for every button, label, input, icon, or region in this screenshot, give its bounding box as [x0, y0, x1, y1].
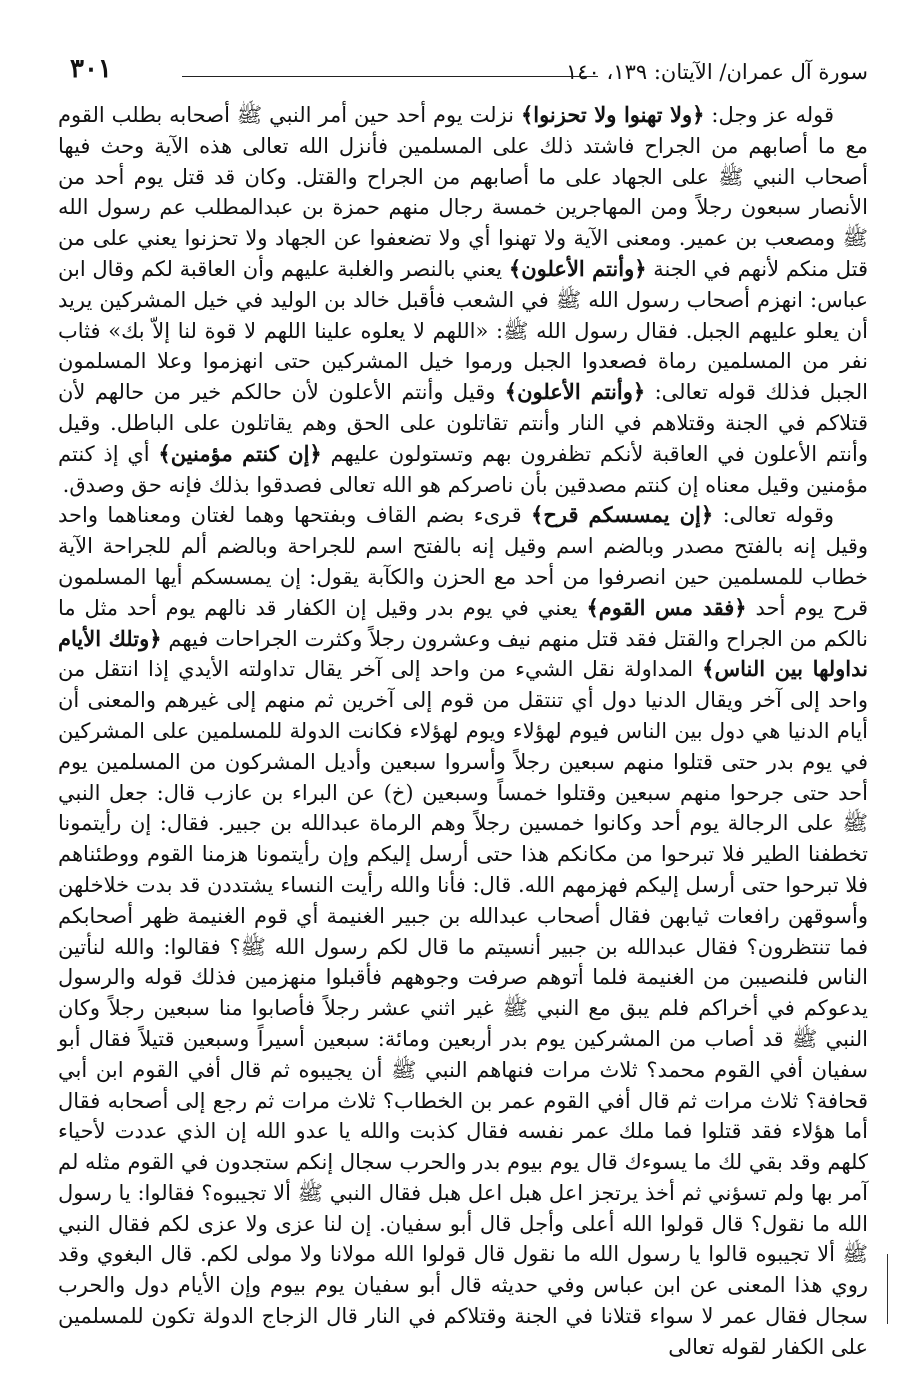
text-segment: نزلت يوم أحد حين أمر النبي ﷺ أصحابه بطلب القوم مع ما أصابهم من الجراح فاشتد ذلك على المسلمين فأنزل الله تعالى هذه الآية وحث فيها أصحاب النبي ﷺ على الجهاد على ما أصابهم من الجراح والقتل. وكان قد قتل يوم أحد من الأنصار سبعون رجلاً ومن المهاجرين خمسة رجال منهم حمزة بن عبدالمطلب عم رسول الله ﷺ ومصعب بن عمير. ومعنى الآية ولا تهنوا أي ولا تضعفوا عن الجهاد ولا تحزنوا يعني على من قتل منكم لأنهم في الجنة	[58, 103, 869, 281]
text-segment: وقيل وأنتم الأعلون لأن حالكم خير من حالهم لأن قتلاكم في الجنة وقتلاهم في النار وأنتم تقاتلون على الحق وهم يقاتلون على الباطل. وقيل وأنتم الأعلون في العاقبة لأنكم تظفرون بهم وتستولون عليهم	[58, 380, 868, 466]
text-segment: وقوله تعالى:	[713, 503, 834, 528]
paragraph-1	[58, 100, 868, 500]
quran-quote: ﴿وأنتم الأعلون﴾	[508, 255, 647, 281]
paragraph-2	[58, 500, 868, 1362]
quran-quote: ﴿إن كنتم مؤمنين﴾	[158, 440, 322, 466]
quran-quote: ﴿إن يمسسكم قرح﴾	[531, 502, 714, 528]
text-segment: قوله عز وجل:	[704, 103, 834, 127]
margin-mark	[887, 1254, 888, 1324]
text-segment: يعني بالنصر والغلبة عليهم وأن العاقبة لكم وقال ابن عباس: انهزم أصحاب رسول الله ﷺ في الشعب فأقبل خالد بن الوليد في خيل المشركين يريد أن يعلو عليهم الجبل. فقال رسول الله ﷺ: «اللهم لا يعلوه علينا اللهم لا قوة لنا إلاّ بك» فثاب نفر من المسلمين رماة فصعدوا الجبل ورموا خيل المشركين حتى انهزموا وعلا المسلمون الجبل فذلك قوله تعالى:	[58, 256, 869, 405]
quran-quote: ﴿وتلك الأيام نداولها بين الناس﴾	[58, 625, 868, 682]
text-segment: يعني في يوم بدر وقيل إن الكفار قد نالهم يوم أحد مثل ما نالكم من الجراح والقتل فقد قتل منهم نيف وعشرون رجلاً وكثرت الجراحات فيهم	[58, 595, 868, 651]
quran-quote: ﴿وأنتم الأعلون﴾	[504, 379, 646, 405]
body-text	[58, 100, 868, 1363]
text-segment: المداولة نقل الشيء من واحد إلى آخر يقال تداولته الأيدي إذا انتقل من واحد إلى آخر ويقال الدنيا دول أي تنتقل من قوم إلى آخرين ثم منهم إلى غيرهم والمعنى أن أيام الدنيا هي دول بين الناس فيوم لهؤلاء ويوم لهؤلاء فكانت الدولة للمسلمين على المشركين في يوم بدر حتى قتلوا منهم سبعين رجلاً وأسروا سبعين وأديل المشركون من المسلمين يوم أحد حتى جرحوا منهم سبعين وقتلوا خمساً وسبعين (خ) عن البراء بن عازب قال: جعل النبي ﷺ على الرجالة يوم أحد وكانوا خمسين رجلاً وهم الرماة عبدالله بن جبير. فقال: إن رأيتمونا تخطفنا الطير فلا تبرحوا من مكانكم هذا حتى أرسل إليكم وإن رأيتمونا هزمنا القوم ووطئناهم فلا تبرحوا حتى أرسل إليكم فهزمهم الله. قال: فأنا والله رأيت النساء يشتددن قد بدت خلاخلهن وأسوقهن رافعات ثيابهن فقال أصحاب عبدالله بن جبير الغنيمة أي قوم الغنيمة ظهر أصحابكم فما تنتظرون؟ فقال عبدالله بن جبير أنسيتم ما قال لكم رسول الله ﷺ؟ فقالوا: والله لنأتين الناس فلنصيبن من الغنيمة فلما أتوهم صرفت وجوههم فأقبلوا منهزمين فذلك قوله والرسول يدعوكم في أخراكم فلم يبق مع النبي ﷺ غير اثني عشر رجلاً فأصابوا منا سبعين رجلاً وكان النبي ﷺ قد أصاب من المشركين يوم بدر أربعين ومائة: سبعين أسيراً وسبعين قتيلاً فقال أبو سفيان أفي القوم محمد؟ ثلاث مرات فنهاهم النبي ﷺ أن يجيبوه ثم قال أفي القوم ابن أبي قحافة؟ ثلاث مرات ثم قال أفي القوم عمر بن الخطاب؟ ثلاث مرات ثم رجع إلى أصحابه فقال أما هؤلاء فقد قتلوا فما ملك عمر نفسه فقال كذبت والله يا عدو الله إن الذي عددت لأحياء كلهم وقد بقي لك ما يسوءك قال يوم بيوم بدر والحرب سجال إنكم ستجدون في القوم مثله لم آمر بها ولم تسؤني ثم أخذ يرتجز اعل هبل اعل هبل فقال النبي ﷺ ألا تجيبوه؟ فقالوا: يا رسول الله ما نقول؟ قال قولوا الله أعلى وأجل قال أبو سفيان. إن لنا عزى ولا عزى لكم فقال النبي ﷺ ألا تجيبوه قالوا يا رسول الله ما نقول قال قولوا الله مولانا ولا مولى لكم. قال البغوي وقد روي هذا المعنى عن ابن عباس وفي حديثه قال أبو سفيان يوم بيوم وإن الأيام دول والحرب سجال فقال عمر لا سواء قتلانا في الجنة وقتلاكم في النار قال الزجاج الدولة تكون للمسلمين على الكفار لقوله تعالى	[58, 657, 869, 1359]
page-header	[60, 50, 868, 90]
page-number: ٣٠١	[70, 54, 112, 84]
quran-quote: ﴿فقد مس القوم﴾	[586, 594, 747, 620]
text-segment: قرىء بضم القاف وبفتحها وهما لغتان ومعناهما واحد وقيل إنه بالفتح مصدر وبالضم اسم وقيل إنه بالفتح اسم للجراحة وبالضم ألم للجراحة الآية خطاب للمسلمين حين انصرفوا من أحد مع الحزن والكآبة يقول: إن يمسسكم أيها المسلمون قرح يوم أحد	[58, 503, 868, 620]
text-segment: أي إذ كنتم مؤمنين وقيل معناه إن كنتم مصدقين بأن ناصركم هو الله تعالى فصدقوا بذلك فإنه حق وصدق.	[58, 441, 868, 497]
running-title: سورة آل عمران/ الآيتان: ١٣٩، ١٤٠	[566, 60, 868, 84]
quran-quote: ﴿ولا تهنوا ولا تحزنوا﴾	[520, 102, 705, 127]
header-rule	[182, 76, 598, 77]
